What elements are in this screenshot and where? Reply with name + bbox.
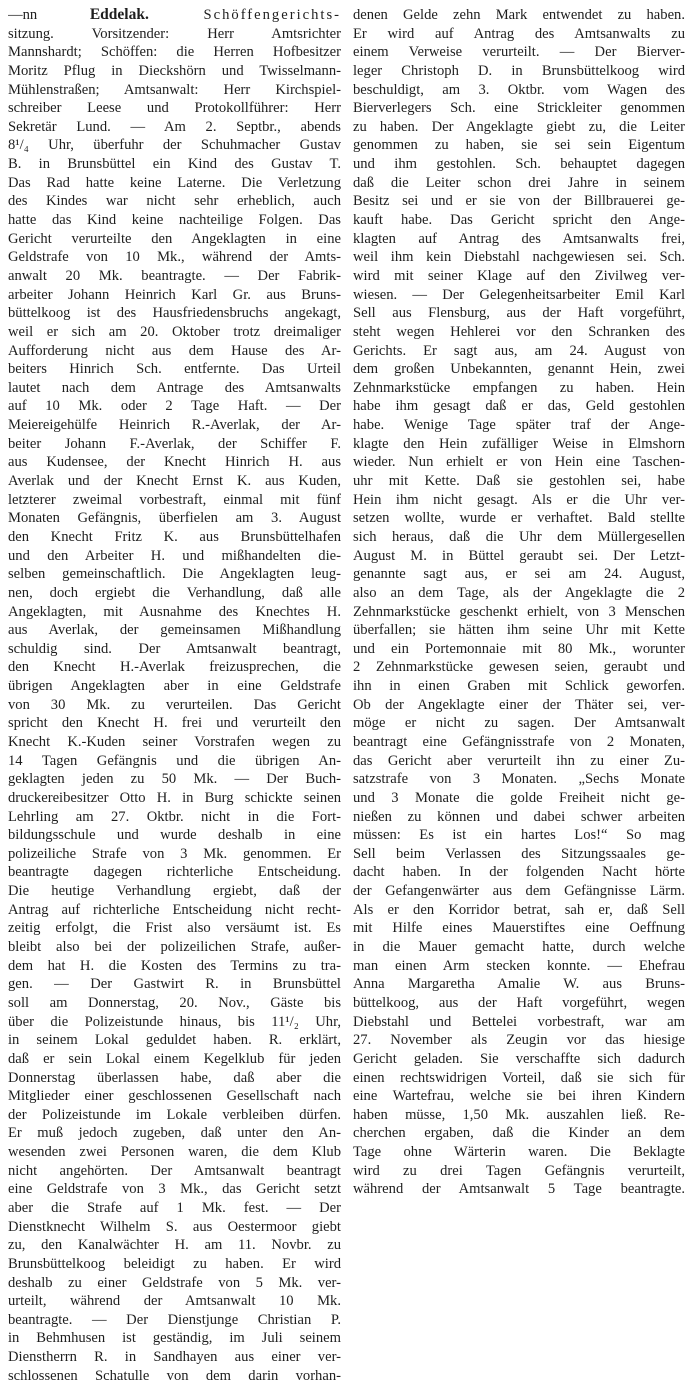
text-line: deshalb zu einer Geldstrafe von 5 Mk. ver- bbox=[8, 1274, 341, 1291]
text-line: Er muß jedoch zugeben, daß unter den An- bbox=[8, 1125, 341, 1142]
text-line: einem Verweise verurteilt. — Der Bierver- bbox=[353, 44, 685, 61]
heading-rest: Schöffengerichts- bbox=[148, 7, 341, 23]
text-line: über die Polizeistunde hinaus, bis 11¹/₂ Uhr, bbox=[8, 1013, 341, 1030]
text-line: bleibt also bei der polizeilichen Strafe, außer- bbox=[8, 939, 341, 956]
text-line: gen. — Der Gastwirt R. in Brunsbüttel bbox=[8, 976, 341, 993]
text-line: Knecht K.-Kuden seiner Vorstrafen wegen zu bbox=[8, 733, 341, 750]
text-line: selben gemeinschaftlich. Die Angeklagten leug- bbox=[8, 566, 341, 583]
text-line: Zehnmarkstücke geschenkt erhielt, von 3 Menschen bbox=[353, 603, 685, 620]
text-line: Angeklagten, mit Ausnahme des Knechtes H. bbox=[8, 603, 341, 620]
text-line: klagte den Hein zufälliger Weise in Elmshorn bbox=[353, 435, 685, 452]
text-line: Moritz Pflug in Dieckshörn und Twisselmann- bbox=[8, 62, 341, 79]
text-line: Zehnmarkstücke empfangen zu haben. Hein bbox=[353, 379, 685, 396]
text-line: Dienstherrn R. in Sandhayen aus einer ver- bbox=[8, 1349, 341, 1366]
text-line: also an dem Tage, als der Angeklagte die 2 bbox=[353, 584, 685, 601]
text-line: anwalt 20 Mk. beantragte. — Der Fabrik- bbox=[8, 267, 341, 284]
text-line: in Behmhusen ist geständig, im Juli seinem bbox=[8, 1330, 341, 1347]
text-line: Mühlenstraßen; Amtsanwalt: Herr Kirchspiel- bbox=[8, 81, 341, 98]
text-line: büttelkoog, aus der Haft vorgeführt, wegen bbox=[353, 994, 685, 1011]
text-line: beantragt eine Gefängnisstrafe von 2 Monaten, bbox=[353, 733, 685, 750]
text-line: den Knecht Fritz K. aus Brunsbüttelhafen bbox=[8, 528, 341, 545]
text-line: beiter Johann F.-Averlak, der Schiffer F. bbox=[8, 435, 341, 452]
text-line: schuldig sind. Der Amtsanwalt beantragt, bbox=[8, 640, 341, 657]
text-line: aber die Strafe auf 1 Mk. fest. — Der bbox=[8, 1200, 341, 1216]
text-line: daß die Leiter schon drei Jahre in seinem bbox=[353, 174, 685, 191]
text-line: 27. November als Zeugin vor das hiesige bbox=[353, 1032, 685, 1049]
text-line: weil er sich am 20. Oktober trotz dreimaliger bbox=[8, 323, 341, 340]
text-line: schlossenen Schatulle von dem darin vorhan- bbox=[8, 1367, 341, 1384]
text-line: Gericht geladen. Sie verschaffte sich dadurch bbox=[353, 1050, 685, 1067]
text-line: Gericht verurteilte den Angeklagten in eine bbox=[8, 230, 341, 247]
text-line: und ihm gestohlen. Sch. behauptet dagegen bbox=[353, 156, 685, 173]
text-line: auf 10 Mk. oder 2 Tage Haft. — Der bbox=[8, 398, 341, 415]
text-line: 2 Zehnmarkstücke gewesen seien, geraubt und bbox=[353, 659, 685, 676]
text-line: den Knecht H.-Averlak freizusprechen, die bbox=[8, 659, 341, 676]
text-line: dem großen Unbekannten, genannt Hein, zwei bbox=[353, 361, 685, 378]
text-line: sitzung. Vorsitzender: Herr Amtsrichter bbox=[8, 25, 341, 42]
text-line: zeitig erfolgt, die Frist also versäumt ist. Es bbox=[8, 920, 341, 937]
text-line: Anna Margaretha Amalie W. aus Bruns- bbox=[353, 976, 685, 993]
text-line: soll am Donnerstag, 20. Nov., Gäste bis bbox=[8, 994, 341, 1011]
text-line: haben müsse, 1,50 Mk. auszahlen ließ. Re- bbox=[353, 1106, 685, 1123]
text-line: habe ihm gesagt daß er das, Geld gestohlen bbox=[353, 398, 685, 415]
text-line: Tage ohne Wärterin waren. Die Beklagte bbox=[353, 1144, 685, 1161]
text-line: wird zu drei Tagen Gefängnis verurteilt, bbox=[353, 1162, 685, 1179]
text-line: müssen: Es ist ein hartes Los!“ So mag bbox=[353, 827, 685, 844]
text-line: genannte sagt aus, er sei am 24. August, bbox=[353, 566, 685, 583]
text-line: das Gericht aber verurteilt ihn zu einer Zu- bbox=[353, 752, 685, 769]
article-column-left bbox=[8, 6, 341, 1385]
text-line: beiters Hinrich Sch. entfernte. Das Urteil bbox=[8, 361, 341, 378]
article-column-right bbox=[353, 6, 685, 1199]
text-line: und den Arbeiter H. und mißhandelten die- bbox=[8, 547, 341, 564]
text-line: 14 Tagen Gefängnis und die übrigen An- bbox=[8, 752, 341, 769]
text-line: denen Gelde zehn Mark entwendet zu haben. bbox=[353, 7, 685, 23]
text-line: und ein Portemonnaie mit 80 Mk., worunter bbox=[353, 640, 685, 657]
text-line: B. in Brunsbüttel ein Kind des Gustav T. bbox=[8, 156, 341, 173]
text-line: zu, den Kanalwächter H. am 11. Novbr. zu bbox=[8, 1237, 341, 1254]
text-line: zu haben. Der Angeklagte giebt zu, die Leiter bbox=[353, 118, 685, 135]
text-line: August M. in Büttel geraubt sei. Der Letzt- bbox=[353, 547, 685, 564]
text-line: Gerichts. Er sagt aus, am 24. August von bbox=[353, 342, 685, 359]
text-line: cherchen ergaben, daß die Kinder an dem bbox=[353, 1125, 685, 1142]
text-line: Hein ihm nicht gesagt. Als er die Uhr ver- bbox=[353, 491, 685, 508]
text-line: Aufforderung nicht aus dem Hause des Ar- bbox=[8, 342, 341, 359]
heading-prefix: —nn bbox=[8, 7, 90, 23]
text-line: nen, doch ergiebt die Verhandlung, daß alle bbox=[8, 584, 341, 601]
text-line: 8¹/₄ Uhr, überfuhr der Schuhmacher Gustav bbox=[8, 137, 341, 154]
text-line: Die heutige Verhandlung ergiebt, daß der bbox=[8, 883, 341, 900]
text-line: der Polizeistunde im Lokale verbleiben dürfen. bbox=[8, 1106, 341, 1123]
text-line: der Gefangenwärter aus dem Gefängnisse Lärm. bbox=[353, 883, 685, 900]
text-line: wiesen. — Der Gelegenheitsarbeiter Emil Karl bbox=[353, 286, 685, 303]
text-line: Monaten Gefängnis, überfielen am 3. August bbox=[8, 510, 341, 527]
text-line: urteilt, während der Amtsanwalt 10 Mk. bbox=[8, 1293, 341, 1310]
text-line: wesenden zwei Personen waren, die dem Klub bbox=[8, 1144, 341, 1161]
article-heading-line bbox=[8, 6, 341, 25]
text-line: setzen wollte, wurde er verhaftet. Bald stellte bbox=[353, 510, 685, 527]
text-line: Meiereigehülfe Heinrich R.-Averlak, der Ar- bbox=[8, 417, 341, 434]
text-line: Sell aus Flensburg, aus der Haft vorgeführt, bbox=[353, 305, 685, 322]
text-line: schreiber Leese und Protokollführer: Herr bbox=[8, 100, 341, 117]
text-line: wird mit seiner Klage auf den Zivilweg ver- bbox=[353, 267, 685, 284]
text-line: beantragte dagegen richterliche Entscheidung. bbox=[8, 864, 341, 881]
text-line: Bierverlegers Sch. eine Strickleiter genommen bbox=[353, 100, 685, 117]
text-line: satzstrafe von 3 Monaten. „Sechs Monate bbox=[353, 771, 685, 788]
text-line: Antrag auf richterliche Entscheidung nicht recht- bbox=[8, 901, 341, 918]
text-line: beantragte. — Der Dienstjunge Christian P. bbox=[8, 1311, 341, 1328]
text-line: arbeiter Johann Heinrich Karl Gr. aus Bruns- bbox=[8, 286, 341, 303]
text-line: Donnerstag überlassen habe, daß aber die bbox=[8, 1069, 341, 1086]
text-line: weil ihm kein Diebstahl nachgewiesen sei. Sch. bbox=[353, 249, 685, 266]
text-line: ihn in einen Graben mit Schlick geworfen. bbox=[353, 678, 685, 695]
text-line: Als er den Korridor betrat, sah er, daß Sell bbox=[353, 901, 685, 918]
text-line: möge er nicht zu sagen. Der Amtsanwalt bbox=[353, 715, 685, 732]
text-line: klagten auf Antrag des Amtsanwalts frei, bbox=[353, 230, 685, 247]
text-line: eine Geldstrafe von 3 Mk., das Gericht setzt bbox=[8, 1181, 341, 1198]
text-line: leger Christoph D. in Brunsbüttelkoog wird bbox=[353, 62, 685, 79]
text-line: während der Amtsanwalt 5 Tage beantragte. bbox=[353, 1181, 685, 1198]
text-line: habe. Wenige Tage später traf der Ange- bbox=[353, 417, 685, 434]
text-line: eine Wartefrau, welche sie bei ihren Kindern bbox=[353, 1088, 685, 1105]
text-line: hatte das Kind keine nachteilige Folgen. Das bbox=[8, 212, 341, 229]
text-line: büttelkoog ist des Hausfriedensbruchs angekagt, bbox=[8, 305, 341, 322]
text-line: man einen Arm stecken konnte. — Ehefrau bbox=[353, 957, 685, 974]
text-line: dacht haben. In der folgenden Nacht hörte bbox=[353, 864, 685, 881]
text-line: bildungsschule und wurde deshalb in eine bbox=[8, 827, 341, 844]
text-line: aus Kudensee, der Knecht Hinrich H. aus bbox=[8, 454, 341, 471]
text-line: Besitz sei und er sie von der Billbrauerei ge- bbox=[353, 193, 685, 210]
text-line: lautet nach dem Antrage des Amtsanwalts bbox=[8, 379, 341, 396]
text-line: einen rechtswidrigen Vorteil, daß sie sich für bbox=[353, 1069, 685, 1086]
text-line: nießen zu können und dabei schwer arbeiten bbox=[353, 808, 685, 825]
text-line: Sell beim Verlassen des Sitzungssaales ge- bbox=[353, 845, 685, 862]
text-line: Das Rad hatte keine Laterne. Die Verletzung bbox=[8, 174, 341, 191]
text-line: und 3 Monate die golde Freiheit nicht ge- bbox=[353, 789, 685, 806]
text-line: überfallen; sie hätten ihm seine Uhr mit Kette bbox=[353, 622, 685, 639]
text-line: daß er sein Lokal einem Kegelklub für jeden bbox=[8, 1050, 341, 1067]
text-line: kauft habe. Das Gericht spricht den Ange- bbox=[353, 212, 685, 229]
text-line: Mitglieder einer geschlossenen Gesellschaft nach bbox=[8, 1088, 341, 1105]
text-line: polizeiliche Strafe von 3 Mk. genommen. Er bbox=[8, 845, 341, 862]
text-line: Diebstahl und Bettelei vorbestraft, war am bbox=[353, 1013, 685, 1030]
text-line: beschuldigt, am 3. Oktbr. vom Wagen des bbox=[353, 81, 685, 98]
text-line: dem hat H. die Kosten des Termins zu tra- bbox=[8, 957, 341, 974]
text-line: Ob der Angeklagte einer der Thäter sei, ver- bbox=[353, 696, 685, 713]
text-line: genommen zu haben, sie sei sein Eigentum bbox=[353, 137, 685, 154]
text-line: Lehrling am 27. Oktbr. nicht in die Fort- bbox=[8, 808, 341, 825]
text-line: sich heraus, daß die Uhr dem Müllergesellen bbox=[353, 528, 685, 545]
heading-place: Eddelak. bbox=[89, 6, 149, 23]
text-line: des Kindes war nicht sehr erheblich, auch bbox=[8, 193, 341, 210]
text-line: Er wird auf Antrag des Amtsanwalts zu bbox=[353, 25, 685, 42]
text-line: übrigen Angeklagten aber in eine Geldstrafe bbox=[8, 678, 341, 695]
text-line: nicht angehörten. Der Amtsanwalt beantragt bbox=[8, 1162, 341, 1179]
text-line: Averlak und der Knecht Ernst K. aus Kuden, bbox=[8, 473, 341, 490]
text-line: steht wegen Hehlerei vor den Schranken des bbox=[353, 323, 685, 340]
text-line: spricht den Knecht H. frei und verurteilt den bbox=[8, 715, 341, 732]
text-line: in seinem Lokal geduldet haben. R. erklärt, bbox=[8, 1032, 341, 1049]
text-line: mit Hilfe eines Mauerstiftes eine Oeffnung bbox=[353, 920, 685, 937]
text-line: uhr mit Kette. Daß sie gestohlen sei, habe bbox=[353, 473, 685, 490]
text-line: Dienstknecht Wilhelm S. aus Oestermoor giebt bbox=[8, 1218, 341, 1235]
text-line: geklagten jeden zu 50 Mk. — Der Buch- bbox=[8, 771, 341, 788]
text-line: druckereibesitzer Otto H. in Burg schickte seinen bbox=[8, 789, 341, 806]
text-line: letzterer zweimal vorbestraft, einmal mit fünf bbox=[8, 491, 341, 508]
text-line: Sekretär Lund. — Am 2. Septbr., abends bbox=[8, 118, 341, 135]
text-line: wieder. Nun erhielt er von Hein eine Taschen- bbox=[353, 454, 685, 471]
text-line: Mannshardt; Schöffen: die Herren Hofbesitzer bbox=[8, 44, 341, 61]
text-line: Geldstrafe von 10 Mk., während der Amts- bbox=[8, 249, 341, 266]
text-line: aus Averlak, der gemeinsamen Mißhandlung bbox=[8, 622, 341, 639]
text-line: Brunsbüttelkoog beleidigt zu haben. Er wird bbox=[8, 1255, 341, 1272]
text-line: von 30 Mk. zu verurteilen. Das Gericht bbox=[8, 696, 341, 713]
text-line: in die Mauer gemacht hatte, durch welche bbox=[353, 939, 685, 956]
